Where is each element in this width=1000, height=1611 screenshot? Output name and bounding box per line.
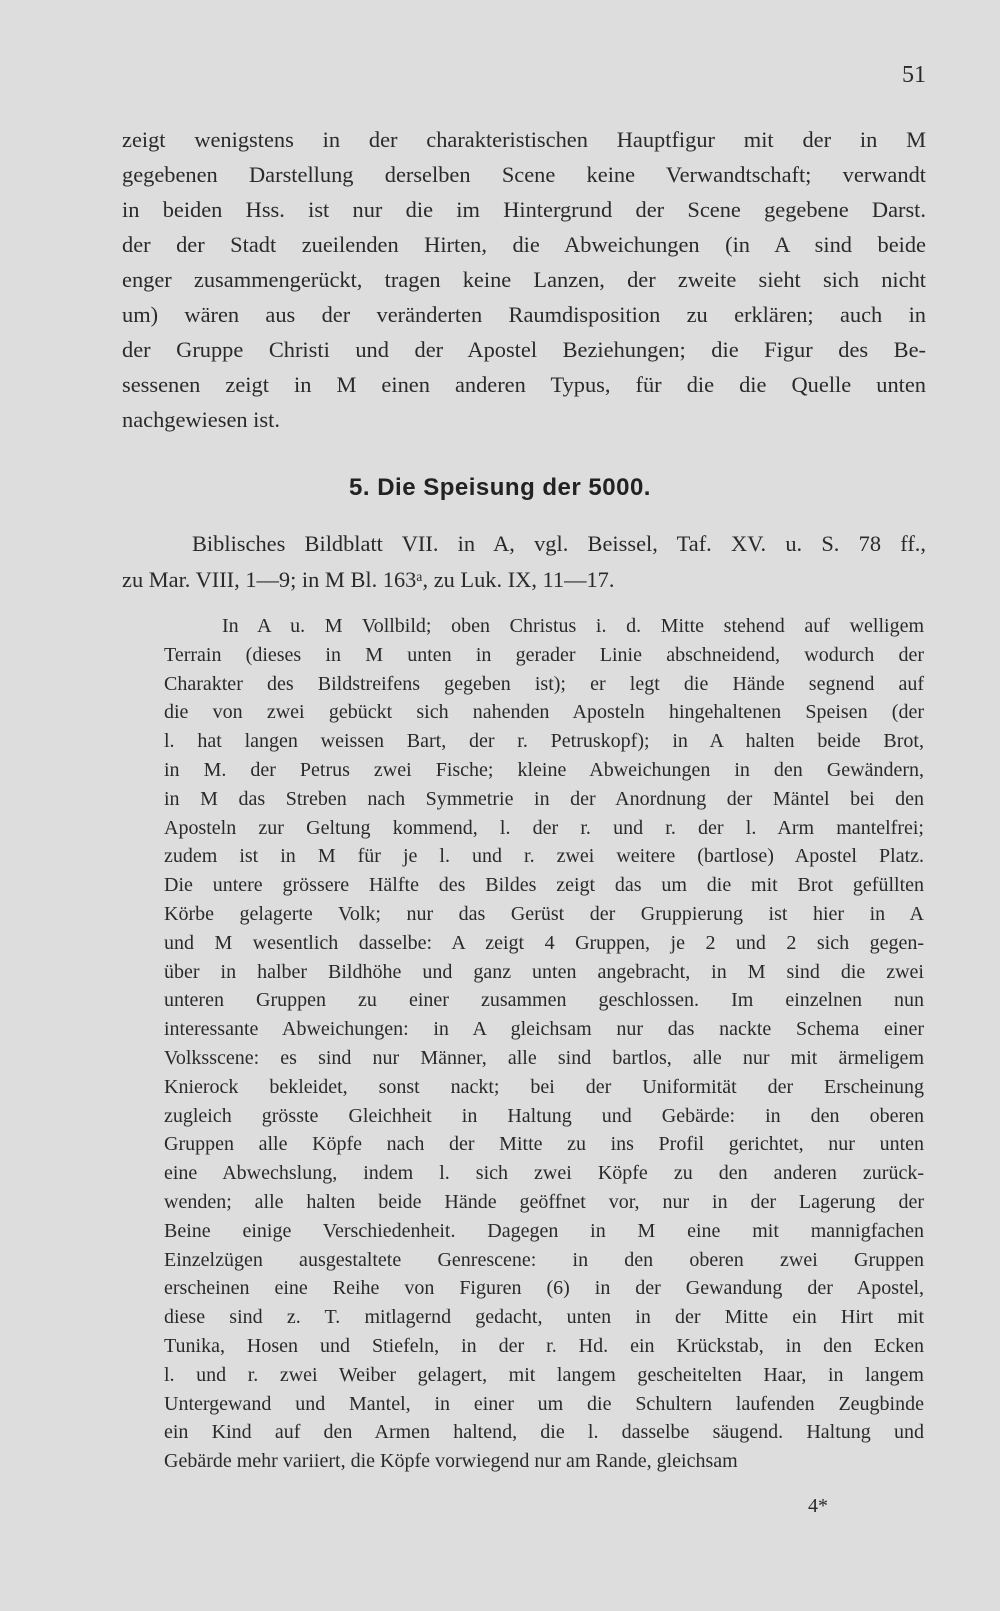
text-line: Tunika, Hosen und Stiefeln, in der r. Hd. ein Krückstab, in den Ecken [164, 1334, 924, 1357]
text-line: der der Stadt zueilenden Hirten, die Abweichungen (in A sind beide [122, 232, 926, 257]
text-line: l. und r. zwei Weiber gelagert, mit langem gescheitelten Haar, in langem [164, 1363, 924, 1386]
text-line: erscheinen eine Reihe von Figuren (6) in der Gewandung der Apostel, [164, 1277, 924, 1300]
text-line: In A u. M Vollbild; oben Christus i. d. Mitte stehend auf welligem [222, 615, 924, 637]
text-line: und M wesentlich dasselbe: A zeigt 4 Gruppen, je 2 und 2 sich gegen- [164, 931, 924, 954]
printer-signature-mark: 4* [808, 1495, 828, 1517]
text-line: in M. der Petrus zwei Fische; kleine Abweichungen in den Gewändern, [164, 758, 924, 781]
text-line: zu Mar. VIII, 1—9; in M Bl. 163ᵃ, zu Luk. IX, 11—17. [122, 567, 615, 592]
text-line: Terrain (dieses in M unten in gerader Linie abschneidend, wodurch der [164, 643, 924, 666]
section-heading: 5. Die Speisung der 5000. [349, 474, 651, 501]
text-line: zudem ist in M für je l. und r. zwei weitere (bartlose) Apostel Platz. [164, 845, 924, 868]
text-line: Die untere grössere Hälfte des Bildes zeigt das um die mit Brot gefüllten [164, 874, 924, 897]
text-line: Beine einige Verschiedenheit. Dagegen in M eine mit mannigfachen [164, 1219, 924, 1242]
text-line: Volksscene: es sind nur Männer, alle sind bartlos, alle nur mit ärmeligem [164, 1046, 924, 1069]
text-line: in M das Streben nach Symmetrie in der Anordnung der Mäntel bei den [164, 787, 924, 810]
text-line: l. hat langen weissen Bart, der r. Petruskopf); in A halten beide Brot, [164, 730, 924, 753]
text-line: der Gruppe Christi und der Apostel Beziehungen; die Figur des Be- [122, 337, 926, 362]
text-line: Gruppen alle Köpfe nach der Mitte zu ins Profil gerichtet, nur unten [164, 1133, 924, 1156]
section-body [164, 612, 924, 1476]
text-line: Charakter des Bildstreifens gegeben ist); er legt die Hände segnend auf [164, 672, 924, 695]
text-line: die von zwei gebückt sich nahenden Aposteln hingehaltenen Speisen (der [164, 701, 924, 724]
text-line: nachgewiesen ist. [122, 407, 280, 432]
page-number: 51 [902, 62, 926, 88]
text-line: diese sind z. T. mitlagernd gedacht, unten in der Mitte ein Hirt mit [164, 1306, 924, 1329]
text-line: Gebärde mehr variiert, die Köpfe vorwiegend nur am Rande, gleichsam [164, 1450, 738, 1473]
text-line: wenden; alle halten beide Hände geöffnet vor, nur in der Lagerung der [164, 1190, 924, 1213]
text-line: zugleich grösste Gleichheit in Haltung und Gebärde: in den oberen [164, 1104, 924, 1127]
text-line: sessenen zeigt in M einen anderen Typus, für die die Quelle unten [122, 372, 926, 397]
text-line: Biblisches Bildblatt VII. in A, vgl. Beissel, Taf. XV. u. S. 78 ff., [192, 531, 926, 556]
text-line: um) wären aus der veränderten Raumdisposition zu erklären; auch in [122, 302, 926, 327]
text-line: unteren Gruppen zu einer zusammen geschlossen. Im einzelnen nun [164, 989, 924, 1012]
text-line: interessante Abweichungen: in A gleichsam nur das nackte Schema einer [164, 1018, 924, 1041]
text-line: eine Abwechslung, indem l. sich zwei Köpfe zu den anderen zurück- [164, 1162, 924, 1185]
text-line: ein Kind auf den Armen haltend, die l. dasselbe säugend. Haltung und [164, 1421, 924, 1444]
text-line: Körbe gelagerte Volk; nur das Gerüst der Gruppierung ist hier in A [164, 902, 924, 925]
text-line: über in halber Bildhöhe und ganz unten angebracht, in M sind die zwei [164, 960, 924, 983]
text-line: Untergewand und Mantel, in einer um die Schultern laufenden Zeugbinde [164, 1392, 924, 1415]
text-line: in beiden Hss. ist nur die im Hintergrund der Scene gegebene Darst. [122, 197, 926, 222]
text-line: gegebenen Darstellung derselben Scene keine Verwandtschaft; verwandt [122, 162, 926, 187]
text-line: zeigt wenigstens in der charakteristischen Hauptfigur mit der in M [122, 127, 926, 152]
paragraph-continuation [122, 122, 926, 437]
text-line: Knierock bekleidet, sonst nackt; bei der Uniformität der Erscheinung [164, 1075, 924, 1098]
section-reference [122, 526, 926, 598]
text-line: enger zusammengerückt, tragen keine Lanzen, der zweite sieht sich nicht [122, 267, 926, 292]
text-line: Einzelzügen ausgestaltete Genrescene: in den oberen zwei Gruppen [164, 1248, 924, 1271]
text-line: Aposteln zur Geltung kommend, l. der r. und r. der l. Arm mantelfrei; [164, 816, 924, 839]
